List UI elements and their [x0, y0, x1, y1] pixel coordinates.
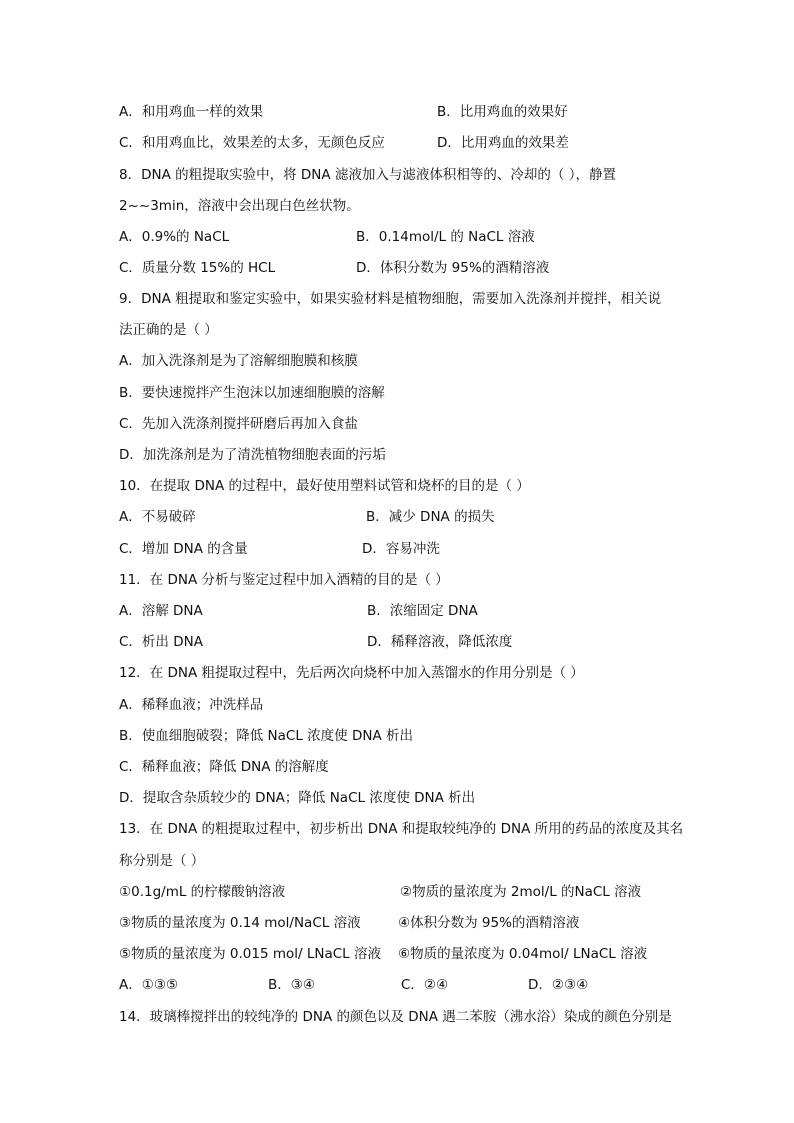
q13-option-b: B．③④ — [268, 977, 315, 993]
q13-item-4: ④体积分数为 95%的酒精溶液 — [398, 915, 580, 931]
q12-stem: 12．在 DNA 粗提取过程中，先后两次向烧杯中加入蒸馏水的作用分别是（ ） — [119, 665, 584, 681]
q7-option-c: C．和用鸡血比，效果差的太多，无颜色反应 — [119, 135, 385, 151]
q11-option-d: D．稀释溶液，降低浓度 — [367, 634, 513, 650]
q7-option-b: B．比用鸡血的效果好 — [437, 104, 568, 120]
q13-stem-line2: 称分别是（ ） — [119, 853, 205, 869]
q8-stem-line2: 2~~3min，溶液中会出现白色丝状物。 — [119, 198, 360, 214]
q10-option-d: D．容易冲洗 — [362, 541, 440, 557]
q8-option-c: C．质量分数 15%的 HCL — [119, 260, 276, 276]
q13-item-6: ⑥物质的量浓度为 0.04mol/ LNaCL 溶液 — [398, 946, 648, 962]
q7-option-d: D．比用鸡血的效果差 — [437, 135, 569, 151]
q9-option-b: B．要快速搅拌产生泡沫以加速细胞膜的溶解 — [119, 385, 385, 401]
q10-option-c: C．增加 DNA 的含量 — [119, 541, 248, 557]
q13-item-5: ⑤物质的量浓度为 0.015 mol/ LNaCL 溶液 — [119, 946, 381, 962]
q11-option-b: B．浓缩固定 DNA — [367, 603, 478, 619]
q9-option-c: C．先加入洗涤剂搅拌研磨后再加入食盐 — [119, 416, 358, 432]
q10-option-a: A．不易破碎 — [119, 509, 196, 525]
q14-stem-line1: 14．玻璃棒搅拌出的较纯净的 DNA 的颜色以及 DNA 遇二苯胺（沸水浴）染成的颜色分别是 — [119, 1009, 672, 1025]
q9-stem-line2: 法正确的是（ ） — [119, 322, 218, 338]
q9-option-a: A．加入洗涤剂是为了溶解细胞膜和核膜 — [119, 353, 358, 369]
q10-option-b: B．减少 DNA 的损失 — [366, 509, 495, 525]
q8-option-a: A．0.9%的 NaCL — [119, 229, 230, 245]
q8-option-d: D．体积分数为 95%的酒精溶液 — [356, 260, 550, 276]
q12-option-c: C．稀释血液；降低 DNA 的溶解度 — [119, 759, 329, 775]
q8-stem-line1: 8．DNA 的粗提取实验中，将 DNA 滤液加入与滤液体积相等的、冷却的（ ），静置 — [119, 167, 616, 183]
q11-option-c: C．析出 DNA — [119, 634, 203, 650]
q13-option-d: D．②③④ — [528, 977, 589, 993]
q13-item-1: ①0.1g/mL 的柠檬酸钠溶液 — [119, 884, 286, 900]
q13-item-3: ③物质的量浓度为 0.14 mol/NaCL 溶液 — [119, 915, 361, 931]
q12-option-a: A．稀释血液；冲洗样品 — [119, 697, 264, 713]
q12-option-d: D．提取含杂质较少的 DNA；降低 NaCL 浓度使 DNA 析出 — [119, 790, 476, 806]
q9-option-d: D．加洗涤剂是为了清洗植物细胞表面的污垢 — [119, 447, 386, 463]
q11-option-a: A．溶解 DNA — [119, 603, 203, 619]
q10-stem: 10．在提取 DNA 的过程中，最好使用塑料试管和烧杯的目的是（ ） — [119, 478, 530, 494]
q7-option-a: A．和用鸡血一样的效果 — [119, 104, 264, 120]
q13-option-c: C．②④ — [401, 977, 449, 993]
q11-stem: 11．在 DNA 分析与鉴定过程中加入酒精的目的是（ ） — [119, 572, 449, 588]
q9-stem-line1: 9．DNA 粗提取和鉴定实验中，如果实验材料是植物细胞，需要加入洗涤剂并搅拌，相关说 — [119, 291, 662, 307]
q13-option-a: A．①③⑤ — [119, 977, 179, 993]
q8-option-b: B．0.14mol/L 的 NaCL 溶液 — [356, 229, 535, 245]
q12-option-b: B．使血细胞破裂；降低 NaCL 浓度使 DNA 析出 — [119, 728, 413, 744]
q13-item-2: ②物质的量浓度为 2mol/L 的NaCL 溶液 — [400, 884, 642, 900]
q13-stem-line1: 13．在 DNA 的粗提取过程中，初步析出 DNA 和提取较纯净的 DNA 所用的药品的浓度及其名 — [119, 821, 684, 837]
